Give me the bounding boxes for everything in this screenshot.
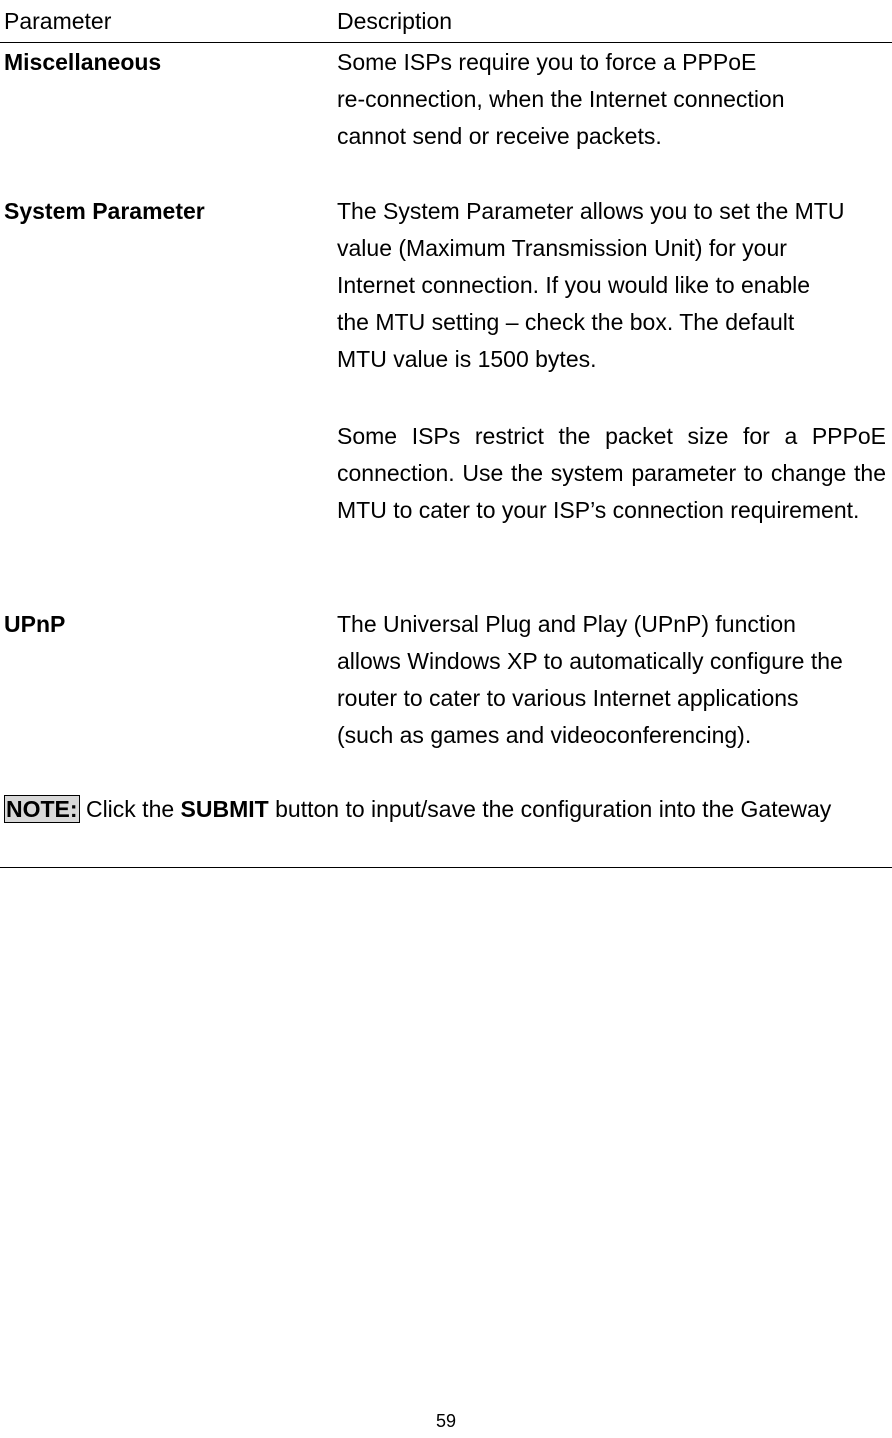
note-submit-word: SUBMIT (180, 796, 269, 822)
desc-miscellaneous (337, 44, 887, 155)
desc-line: The System Parameter allows you to set the MTU (337, 198, 845, 224)
desc-system-parameter (337, 193, 887, 378)
desc-upnp (337, 606, 887, 754)
note-text-after: button to input/save the configuration into the Gateway (275, 796, 832, 822)
column-header-parameter: Parameter (4, 8, 112, 34)
desc-line: cannot send or receive packets. (337, 123, 662, 149)
desc-line: allows Windows XP to automatically configure the (337, 648, 843, 674)
desc-line: re-connection, when the Internet connection (337, 86, 785, 112)
desc-line: (such as games and videoconferencing). (337, 722, 752, 748)
desc-line: the MTU setting – check the box. The default (337, 309, 795, 335)
desc-line: The Universal Plug and Play (UPnP) function (337, 611, 796, 637)
desc-line: value (Maximum Transmission Unit) for your (337, 235, 787, 261)
note-paragraph (4, 794, 888, 824)
param-upnp: UPnP (4, 611, 66, 637)
desc-line: Internet connection. If you would like to enable (337, 272, 811, 298)
table-bottom-rule (0, 867, 892, 868)
desc-line: router to cater to various Internet applications (337, 685, 799, 711)
note-text-before: Click the (85, 796, 175, 822)
param-miscellaneous: Miscellaneous (4, 49, 162, 75)
note-label: NOTE: (6, 796, 78, 822)
table-top-rule (0, 42, 892, 43)
column-header-description: Description (337, 8, 453, 34)
desc-line: Some ISPs require you to force a PPPoE (337, 49, 757, 75)
param-system-parameter: System Parameter (4, 198, 205, 224)
desc-system-parameter-note: Some ISPs restrict the packet size for a PPPoE connection. Use the system parameter to change the MTU to cater to your ISP’s connection requirement. (337, 423, 886, 523)
page-number: 59 (435, 1411, 457, 1431)
desc-line: MTU value is 1500 bytes. (337, 346, 597, 372)
